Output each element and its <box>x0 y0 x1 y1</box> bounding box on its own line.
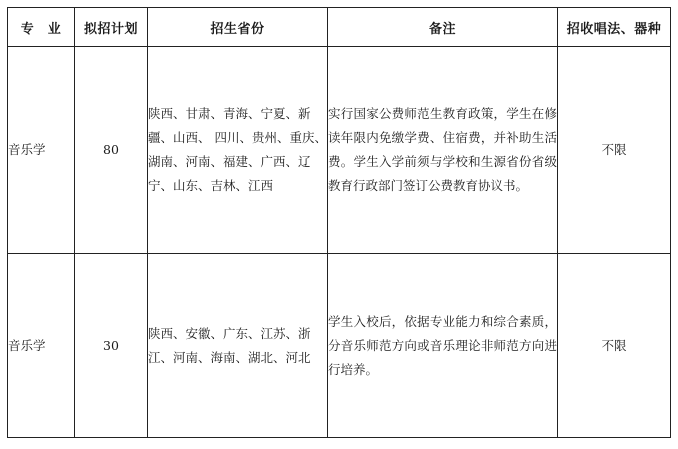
cell-major: 音乐学 <box>8 47 75 254</box>
table-row <box>8 47 671 254</box>
notes-text: 学生入校后，依据专业能力和综合素质，分音乐师范方向或音乐理论非师范方向进行培养。 <box>328 313 557 377</box>
table-row <box>8 254 671 438</box>
header-major: 专 业 <box>8 8 75 47</box>
cell-notes <box>328 254 558 438</box>
cell-notes <box>328 47 558 254</box>
cell-plan-count: 30 <box>75 254 148 438</box>
cell-singing-instruments: 不限 <box>558 254 671 438</box>
provinces-text: 陕西、甘肃、青海、宁夏、新疆、山西、 四川、贵州、重庆、湖南、河南、福建、广西、辽宁、山东、吉林、江西 <box>148 106 327 193</box>
cell-plan-count: 80 <box>75 47 148 254</box>
header-singing-instruments: 招收唱法、器种 <box>558 8 671 47</box>
table-header-row <box>8 8 671 47</box>
notes-text: 实行国家公费师范生教育政策，学生在修读年限内免缴学费、住宿费，并补助生活费。学生入学前须与学校和生源省份省级教育行政部门签订公费教育协议书。 <box>328 106 557 193</box>
header-provinces: 招生省份 <box>148 8 328 47</box>
cell-major: 音乐学 <box>8 254 75 438</box>
header-plan: 拟招计划 <box>75 8 148 47</box>
cell-provinces <box>148 47 328 254</box>
cell-provinces <box>148 254 328 438</box>
header-notes: 备注 <box>328 8 558 47</box>
provinces-text: 陕西、安徽、广东、江苏、浙江、河南、海南、湖北、河北 <box>148 325 311 365</box>
enrollment-plan-table <box>7 7 671 438</box>
cell-singing-instruments: 不限 <box>558 47 671 254</box>
